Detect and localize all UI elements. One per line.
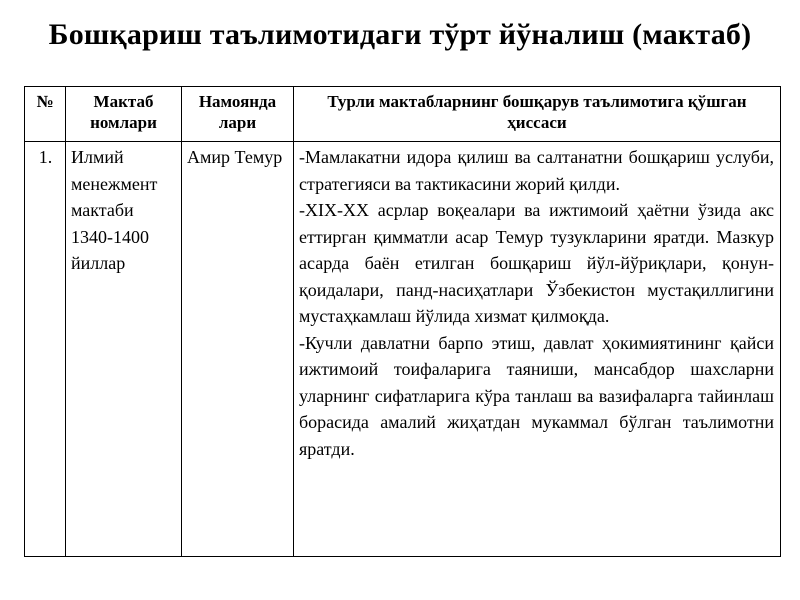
schools-table bbox=[24, 86, 781, 557]
header-number: № bbox=[25, 87, 66, 142]
contribution-paragraph: -XIX-XX асрлар воқеалари ва ижтимоий ҳаётни ўзида акс еттирган қимматли асар Темур тузукларини яратди. Мазкур асарда баён етилган бошқариш йўл-йўриқлари, қонун-қоидалари, панд-насиҳатлари Ўзбекистон мустақиллигини мустаҳкамлаш йўлида хизмат қилмоқда. bbox=[299, 200, 774, 326]
row-representative: Амир Темур bbox=[182, 142, 294, 557]
contribution-paragraph: -Кучли давлатни барпо этиш, давлат ҳокимиятининг қайси ижтимоий тоифаларига таяниши, мансабдор шахсларни уларнинг сифатларига кўра танлаш ва вазифаларга тайинлаш борасида амалий жиҳатдан мукаммал бўлган таълимотни яратди. bbox=[299, 332, 774, 459]
page-title: Бошқариш таълимотидаги тўрт йўналиш (мактаб) bbox=[48, 18, 752, 51]
header-school: Мактаб номлари bbox=[66, 87, 182, 142]
row-school: Илмий менежмент мактаби 1340-1400 йиллар bbox=[66, 142, 182, 557]
header-representatives: Намоянда лари bbox=[182, 87, 294, 142]
table-row bbox=[25, 142, 781, 557]
contribution-paragraph: -Мамлакатни идора қилиш ва салтанатни бошқариш услуби, стратегияси ва тактикасини жорий қилди. bbox=[299, 147, 774, 194]
row-contribution bbox=[294, 142, 781, 557]
table-header-row bbox=[25, 87, 781, 142]
row-number: 1. bbox=[25, 142, 66, 557]
header-contribution: Турли мактабларнинг бошқарув таълимотига қўшган ҳиссаси bbox=[294, 87, 781, 142]
